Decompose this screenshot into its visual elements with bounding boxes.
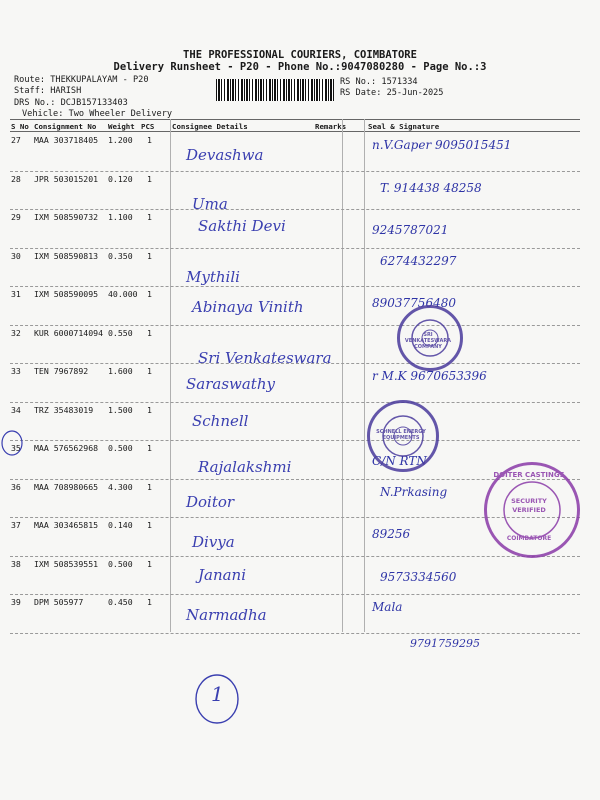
row-pcs: 1: [147, 520, 152, 530]
row-consignment: MAA 708980665: [34, 481, 99, 492]
row-consignment: KUR 6000714094: [34, 327, 104, 338]
stamp-doiter-text: DOITER CASTINGS: [493, 471, 565, 479]
row-sno: 30: [11, 250, 21, 261]
table-top-rule: [10, 119, 580, 120]
staff-label: Staff: HARISH: [14, 86, 82, 96]
row-pcs: 1: [147, 327, 152, 338]
row-pcs: 1: [147, 173, 152, 184]
row-pcs: 1: [147, 404, 152, 415]
row-consignee-handwritten: Janani: [198, 565, 247, 584]
row-weight: 0.500: [108, 558, 133, 569]
row-divider: [10, 402, 580, 403]
row-sno: 31: [11, 289, 21, 299]
row-consignment: TRZ 35483019: [34, 404, 94, 415]
row-consignment: MAA 303718405: [34, 135, 99, 145]
row-consignment: JPR 503015201: [34, 173, 99, 184]
row-consignment: IXM 508539551: [34, 558, 99, 569]
row-consignment: IXM 508590732: [34, 212, 99, 222]
rs-number: RS No.: 1571334: [340, 77, 418, 87]
row-pcs: 1: [147, 289, 152, 299]
row-divider: [10, 594, 580, 595]
company-title: THE PROFESSIONAL COURIERS, COIMBATORE: [183, 49, 417, 61]
stamp-venkateswara-text: SRI VENKATESWARA COMPANY: [404, 332, 452, 350]
row-sno: 33: [11, 366, 21, 376]
row-signature: r M.K 9670653396: [372, 369, 487, 383]
margin-circle-mark: [0, 428, 26, 458]
row-signature: Mala: [372, 600, 403, 614]
row-pcs: 1: [147, 443, 152, 453]
runsheet-title: Delivery Runsheet - P20 - Phone No.:9047080280 - Page No.:3: [113, 61, 487, 73]
stamp-doiter-bottom: COIMBATORE: [506, 535, 552, 542]
row-pcs: 1: [147, 135, 152, 145]
page-mark: 1: [211, 682, 224, 706]
stamp-schnell-text: SCHNELL ENERGY EQUIPMENTS: [376, 429, 426, 441]
row-pcs: 1: [147, 597, 152, 607]
row-sno: 32: [11, 327, 21, 338]
row-sno: 34: [11, 404, 21, 415]
row-pcs: 1: [147, 481, 152, 492]
row-consignee-handwritten: Narmadha: [186, 606, 267, 624]
row-consignee-handwritten: Sakthi Devi: [198, 217, 286, 235]
col-consignee: Consignee Details: [172, 122, 248, 131]
row-sno: 28: [11, 173, 21, 184]
row-divider: [10, 286, 580, 287]
row-weight: 1.100: [108, 212, 133, 222]
row-divider: [10, 633, 580, 634]
row-consignee-handwritten: Devashwa: [186, 146, 264, 164]
row-sno: 39: [11, 597, 21, 607]
vehicle-label: Vehicle: Two Wheeler Delivery: [22, 109, 173, 119]
row-signature: 9573334560: [380, 569, 457, 584]
row-consignment: DPM 505977: [34, 597, 84, 607]
col-weight: Weight: [108, 122, 135, 131]
row-consignee-handwritten: Divya: [192, 533, 235, 551]
route-label: Route: THEKKUPALAYAM - P20: [14, 75, 149, 85]
stamp-doiter: [484, 462, 580, 558]
row-divider: [10, 325, 580, 326]
row-sno: 35: [11, 443, 21, 453]
row-weight: 0.450: [108, 597, 133, 607]
row-signature: N.Prkasing: [380, 484, 448, 499]
extra-signature: 9791759295: [410, 637, 480, 650]
row-consignment: MAA 576562968: [34, 443, 99, 453]
row-signature: 6274432297: [380, 253, 457, 268]
row-weight: 40.000: [108, 289, 138, 299]
row-consignee-handwritten: Mythili: [186, 267, 240, 286]
row-consignment: MAA 303465815: [34, 520, 99, 530]
row-weight: 0.550: [108, 327, 133, 338]
rs-date: RS Date: 25-Jun-2025: [340, 88, 444, 98]
row-weight: 1.500: [108, 404, 133, 415]
row-consignment: IXM 508590813: [34, 250, 99, 261]
row-consignee-handwritten: Sri Venkateswara: [198, 348, 332, 367]
row-sno: 36: [11, 481, 21, 492]
row-pcs: 1: [147, 250, 152, 261]
row-consignment: IXM 508590095: [34, 289, 99, 299]
row-consignee-handwritten: Saraswathy: [186, 375, 275, 393]
row-weight: 0.140: [108, 520, 133, 530]
row-divider: [10, 248, 580, 249]
stamp-schnell: [367, 400, 439, 472]
row-consignee-handwritten: Rajalakshmi: [198, 458, 292, 476]
row-consignee-handwritten: Doitor: [186, 492, 235, 511]
col-sno: S No: [11, 122, 29, 131]
row-weight: 0.500: [108, 443, 133, 453]
row-divider: [10, 363, 580, 364]
row-divider: [10, 556, 580, 557]
row-consignee-handwritten: Uma: [192, 194, 228, 213]
row-signature: 89037756480: [372, 296, 456, 310]
row-signature: n.V.Gaper 9095015451: [372, 138, 512, 152]
row-divider: [10, 209, 580, 210]
row-consignee-handwritten: Abinaya Vinith: [192, 298, 304, 316]
row-pcs: 1: [147, 558, 152, 569]
row-divider: [10, 440, 580, 441]
row-weight: 0.350: [108, 250, 133, 261]
row-consignee-handwritten: Schnell: [192, 411, 249, 430]
stamp-venkateswara: [397, 305, 463, 371]
row-sno: 27: [11, 135, 21, 145]
row-sno: 38: [11, 558, 21, 569]
row-divider: [10, 171, 580, 172]
row-sno: 29: [11, 212, 21, 222]
row-signature: 89256: [372, 527, 411, 541]
row-consignment: TEN 7967892: [34, 366, 89, 376]
row-weight: 0.120: [108, 173, 133, 184]
col-pcs: PCS: [141, 122, 155, 131]
col-seal: Seal & Signature: [368, 122, 440, 131]
row-pcs: 1: [147, 366, 152, 376]
barcode: [216, 79, 334, 101]
row-weight: 1.600: [108, 366, 133, 376]
row-signature: T. 914438 48258: [380, 180, 482, 195]
row-signature: 9245787021: [372, 223, 449, 237]
col-remarks: Remarks: [315, 122, 347, 131]
row-pcs: 1: [147, 212, 152, 222]
row-signature: C/N RTN: [372, 454, 427, 468]
table-header-rule: [10, 131, 580, 132]
row-sno: 37: [11, 520, 21, 530]
row-weight: 1.200: [108, 135, 133, 145]
stamp-doiter-inner: SECURITY VERIFIED: [511, 497, 547, 514]
drs-number: DRS No.: DCJB157133403: [14, 98, 128, 108]
col-consignment: Consignment No: [34, 122, 97, 131]
row-weight: 4.300: [108, 481, 133, 492]
